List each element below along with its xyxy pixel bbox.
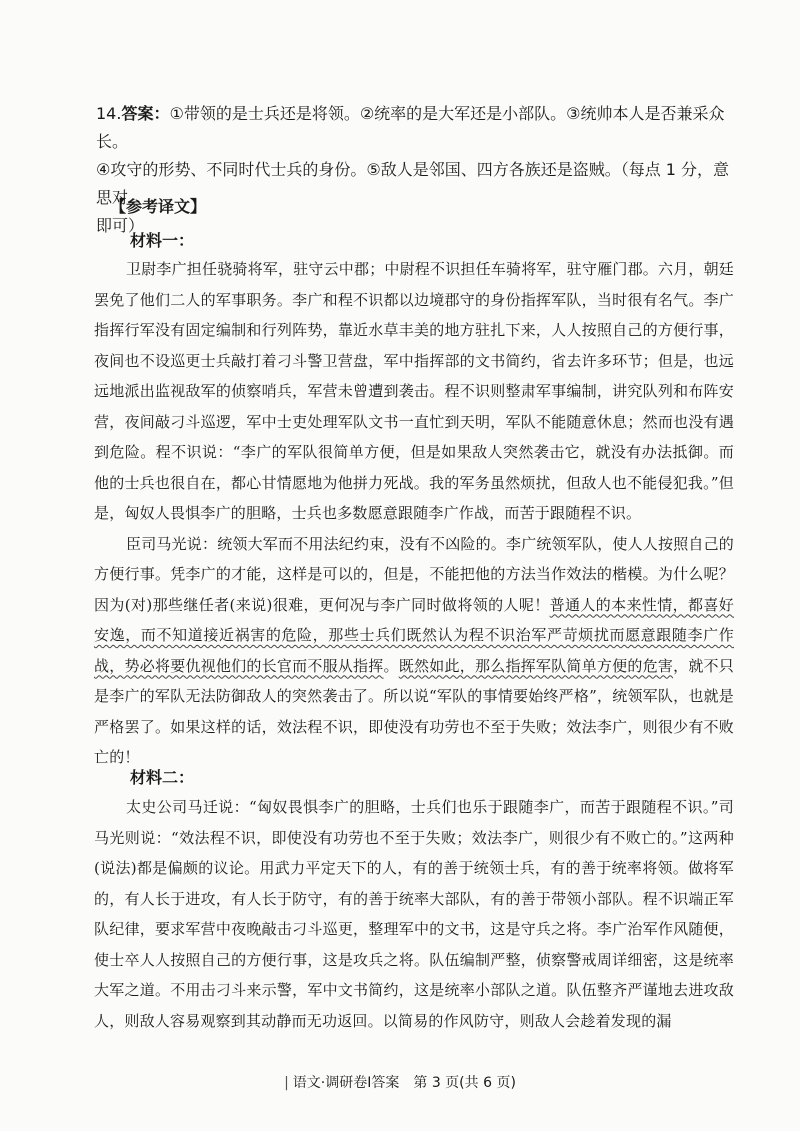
question-14-answer xyxy=(96,100,732,240)
material-2-body xyxy=(94,792,734,1036)
sima-guang-comment-b: 。 xyxy=(383,656,399,675)
material-1-body xyxy=(94,254,734,773)
underlined-passage-1: 普通人的本来性情，都喜好安逸，而不知道接近祸害的危险，那些士兵们既然认为程不识治军严苛烦扰而愿意跟随李广作战，势必将要仇视他们的长官而不服从指挥 xyxy=(94,595,735,675)
material-2-paragraph-1: 太史公司马迁说：“匈奴畏惧李广的胆略，士兵们也乐于跟随李广，而苦于跟随程不识。”司马光则说：“效法程不识，即使没有功劳也不至于失败；效法李广，则很少有不败亡的。”这两种(说法)都是偏颇的议论。用武力平定天下的人，有的善于统领士兵，有的善于统率将领。做将军的，有人长于进攻，有人长于防守，有的善于统率大部队，有的善于带领小部队。程不识端正军队纪律，要求军营中夜晚敲击刁斗巡更，整理军中的文书，这是守兵之将。李广治军作风随便，使士卒人人按照自己的方便行事，这是攻兵之将。队伍编制严整，侦察警戒周详细密，这是统率大军之道。不用击刁斗来示警，军中文书简约，这是统率小部队之道。队伍整齐严谨地去进攻敌人，则敌人容易观察到其动静而无功返回。以简易的作风防守，则敌人会趁着发现的漏 xyxy=(94,798,734,1030)
q14-line-3: 即可） xyxy=(96,216,145,235)
question-number: 14. xyxy=(96,104,122,123)
q14-line-2: ④攻守的形势、不同时代士兵的身份。⑤敌人是邻国、四方各族还是盗贼。（每点 1 分，意思对 xyxy=(96,160,730,207)
material-2-title: 材料二： xyxy=(130,768,195,787)
sima-guang-comment-c: ，就不只是李广的军队无法防御敌人的突然袭击了。所以说“军队的事情要始终严格”，统领军队，也就是严格罢了。如果这样的话，效法程不识，即使没有功劳也不至于失败；效法李广，则很少有不败亡的！ xyxy=(94,656,734,766)
footer-divider: | xyxy=(284,1075,289,1091)
material-1-title: 材料一： xyxy=(130,231,195,250)
page-footer xyxy=(0,1072,800,1092)
material-1-paragraph-2 xyxy=(94,529,734,773)
footer-text: 语文·调研卷Ⅰ答案 第 3 页(共 6 页) xyxy=(292,1075,516,1091)
translation-heading: 【参考译文】 xyxy=(110,197,207,216)
sima-guang-comment-a: 臣司马光说：统领大军而不用法纪约束，没有不凶险的。李广统领军队，使人人按照自己的方便行事。凭李广的才能，这样是可以的，但是，不能把他的方法当作效法的楷模。为什么呢？因为(对)那些继任者(来说)很难，更何况与李广同时做将领的人呢！ xyxy=(94,534,735,614)
underlined-passage-2: 既然如此，那么指挥军队简单方便的危害 xyxy=(398,656,674,675)
q14-line-1 xyxy=(96,100,732,156)
answer-label: 答案： xyxy=(121,104,170,123)
answer-text-1: ①带领的是士兵还是将领。②统率的是大军还是小部队。③统帅本人是否兼采众长。 xyxy=(96,104,725,151)
material-1-paragraph-1: 卫尉李广担任骁骑将军，驻守云中郡；中尉程不识担任车骑将军，驻守雁门郡。六月，朝廷罢免了他们二人的军事职务。李广和程不识都以边境郡守的身份指挥军队，当时很有名气。李广指挥行军没有固定编制和行列阵势，靠近水草丰美的地方驻扎下来，人人按照自己的方便行事，夜间也不设巡更士兵敲打着刁斗警卫营盘，军中指挥部的文书简约，省去许多环节；但是，也远远地派出监视敌军的侦察哨兵，军营未曾遭到袭击。程不识则整肃军事编制，讲究队列和布阵安营，夜间敲刁斗巡逻，军中士吏处理军队文书一直忙到天明，军队不能随意休息；然而也没有遇到危险。程不识说：“李广的军队很简单方便，但是如果敌人突然袭击它，就没有办法抵御。而他的士兵也很自在，都心甘情愿地为他拼力死战。我的军务虽然烦扰，但敌人也不能侵犯我。”但是，匈奴人畏惧李广的胆略，士兵也多数愿意跟随李广作战，而苦于跟随程不识。 xyxy=(94,260,735,522)
